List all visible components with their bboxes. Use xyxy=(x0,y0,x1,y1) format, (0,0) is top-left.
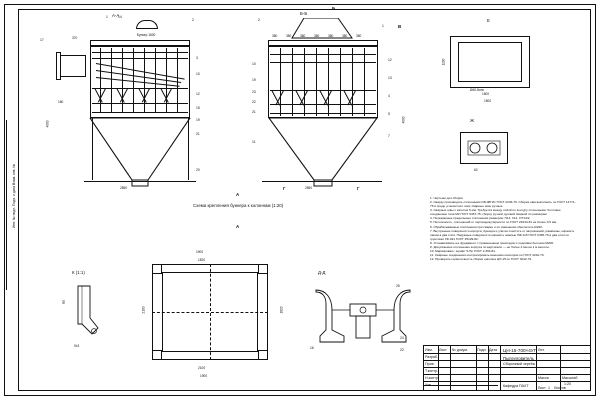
callout-s-1: 1 xyxy=(382,24,384,28)
plan-caption: Схема крепления бункера к колоннам (1:20) xyxy=(193,203,284,208)
dim-plan-top2: 1820 xyxy=(198,258,206,262)
inlet-flange xyxy=(56,52,61,80)
note-8: 8. Устанавливать на фундамент с применением прокладок и подливки бетоном М200. xyxy=(430,240,554,245)
callout-20: 21 xyxy=(196,132,200,136)
callout-18: 19 xyxy=(196,118,200,122)
dim-k-2: R5 xyxy=(62,299,67,305)
plan-corner-tl xyxy=(152,264,162,274)
dim-zh: 60 xyxy=(474,168,478,172)
dim-pitch-1: 380 xyxy=(272,34,278,38)
callout-s-7: 7 xyxy=(388,134,390,138)
tb-name-2: Сборочный чертёж xyxy=(503,362,535,366)
callout-1: 1 xyxy=(106,15,108,19)
dim-front-top-note: Бункер 1600 xyxy=(137,33,156,37)
view-section-label: Б-Б xyxy=(300,11,308,16)
tb-label-data: Дата xyxy=(489,347,497,352)
inlet-duct xyxy=(60,55,86,77)
tb-row-razrab: Разраб. xyxy=(425,354,438,359)
tb-sheet-value: 1 xyxy=(548,386,550,390)
dim-e-holes: Ø40-8отв xyxy=(470,88,484,92)
callout-s-5: 5 xyxy=(388,112,390,116)
plan-corner-tr xyxy=(258,264,268,274)
dim-plan-left: 2100 xyxy=(141,306,146,314)
callout-14: 14 xyxy=(118,15,122,19)
callout-s-21: 21 xyxy=(252,110,256,114)
detail-dd-shape xyxy=(310,284,416,350)
dim-k-1: 9±3 xyxy=(74,344,80,348)
left-margin-text: Инв. № подл. Подп. и дата Взам. инв. № xyxy=(12,164,16,228)
view-front-label: А-А xyxy=(112,13,120,18)
dim-e-height: 1100 xyxy=(441,58,446,66)
dim-plan-bottom2: 1900 xyxy=(200,374,208,378)
callout-19: 20 xyxy=(196,168,200,172)
callout-12: 15 xyxy=(196,106,200,110)
tb-stage: Лит. xyxy=(538,347,545,352)
mark-v: В xyxy=(398,24,402,29)
technical-requirements xyxy=(430,196,578,261)
view-zh-holes xyxy=(462,134,506,162)
callout-3: 3 xyxy=(196,56,198,60)
mark-a-top: А xyxy=(236,192,240,197)
dim-pitch-3: 380 xyxy=(300,34,306,38)
tb-mass-label: Масса xyxy=(538,376,549,380)
note-6: 6. Обрабатываемые отклонения при сварке и их изменении обеспечить Ra50. xyxy=(430,224,543,229)
detail-dd-label: Д-Д xyxy=(318,270,326,275)
hopper-section xyxy=(260,118,386,188)
dim-pitch-4: 380 xyxy=(314,34,320,38)
mark-g-left: Г xyxy=(283,186,286,191)
mark-g-right: Г xyxy=(357,186,360,191)
dim-pitch-6: 380 xyxy=(342,34,348,38)
callout-d-25: 25 xyxy=(396,284,400,288)
dim-front-small-1: 370 xyxy=(72,36,78,40)
note-11: 11. Сварные соединения контролировать внешним осмотром по ГОСТ 3242-79. xyxy=(430,253,545,258)
note-3: 3. Сварные швы с катетом 5 мм. Требуется между собой по контуру сплошными: болтовое соединение типа М2 ГОСТ 9467-75; сборку ручной дуговой сваркой по размерам. xyxy=(430,208,561,217)
note-9: 9. Допускаемое отклонение корпуса по вертикали — не более 2 мм на 1 м высоты. xyxy=(430,244,550,249)
callout-s-10: 10 xyxy=(252,62,256,66)
tb-designation: ЦН-15-700×4УП xyxy=(503,348,538,353)
callout-d-22: 22 xyxy=(400,348,404,352)
detail-k-label: К (1:1) xyxy=(72,270,85,275)
callout-s-12: 12 xyxy=(388,58,392,62)
view-zh-label: Ж xyxy=(470,118,475,123)
callout-d-16: 16 xyxy=(310,346,314,350)
tb-label-podp: Подп. xyxy=(477,347,487,352)
plan-corner-br xyxy=(258,350,268,360)
tb-name-1: Пылеуловитель xyxy=(503,356,534,361)
dim-front-width: 2850 xyxy=(120,186,128,190)
callout-s-23: 23 xyxy=(252,90,256,94)
tb-row-utv: Утв. xyxy=(425,382,432,387)
tb-row-tkontr: Т.контр. xyxy=(425,368,439,373)
callout-s-19: 19 xyxy=(252,78,256,82)
dim-pitch-5: 380 xyxy=(328,34,334,38)
detail-k-shape xyxy=(72,284,118,344)
callout-s-13: 13 xyxy=(388,76,392,80)
mark-b-top: Б xyxy=(332,6,336,11)
mark-a-bottom: А xyxy=(236,224,240,229)
tb-org: Кафедра ПАХТ xyxy=(503,384,529,388)
plan-corner-bl xyxy=(152,350,162,360)
dim-pitch-2: 380 xyxy=(286,34,292,38)
note-5: 5. Несоосность, отклонений от перпендикулярности по ГОСТ 24643-81 не более 0,5 мм. xyxy=(430,220,557,225)
note-4: 4. Неуказанные предельные отклонения размеров: H14, h14, ±IT14/2. xyxy=(430,216,531,221)
tb-scale-label: Масштаб xyxy=(562,376,578,380)
tb-label-izm: Изм. xyxy=(425,347,433,352)
tb-row-prov: Пров. xyxy=(425,361,435,366)
callout-s-2: 2 xyxy=(258,18,260,22)
callout-17: 17 xyxy=(40,38,44,42)
dim-plan-top: 1900 xyxy=(196,250,204,254)
callout-s-22: 22 xyxy=(252,100,256,104)
dim-e-width: 1500 xyxy=(482,92,490,96)
tb-scale-value: 1:20 xyxy=(564,382,571,386)
dim-pitch-7: 380 xyxy=(356,34,362,38)
dim-front-height: 4000 xyxy=(45,120,50,128)
tb-sheet-label: Лист xyxy=(538,386,546,390)
callout-s-4: 4 xyxy=(388,94,390,98)
dim-section-height: 4000 xyxy=(401,116,406,124)
outlet-pipe xyxy=(136,20,158,29)
note-12: 12. Проверить герметичность сборки циклона ЦН-15 по ГОСТ 3242-79. xyxy=(430,257,532,262)
callout-s-11: 11 xyxy=(252,140,256,144)
left-margin-strip xyxy=(6,120,18,290)
title-block xyxy=(423,345,591,391)
view-e-label: Е xyxy=(487,18,490,23)
note-7: 7. Внутренние поверхности корпуса, бункера и улитки очистить от загрязнений, ржавчины; окрасить лаком в два слоя. Наружные поверхности окрасить эмалью ПФ-115 ГОСТ 6465-76 в два слоя по грунтовке ГФ-021 ГОСТ 25129-82. xyxy=(430,228,575,241)
dim-plan-bottom: 2100 xyxy=(198,366,206,370)
note-10: 10. Маркировать: шрифт 5-Пр ГОСТ 2.304-81. xyxy=(430,249,496,254)
tb-sheets-label: Листов xyxy=(554,386,566,390)
note-1: 1. Чертежи для сборки. xyxy=(430,196,464,200)
tb-label-list: Лист xyxy=(439,347,447,352)
callout-8: 10 xyxy=(196,72,200,76)
callout-d-24: 24 xyxy=(400,336,404,340)
note-2: 2. Сварку производить сплошными СВ-08Г2С ГОСТ 2246-70. Сборка шва выполнять по ГОСТ 14771-76 в среде углекислого газа; сварные швы ручные. xyxy=(430,200,576,209)
dim-front-small-2: 180 xyxy=(58,100,64,104)
dim-e-width2: 1500 xyxy=(484,99,492,103)
hopper-front xyxy=(80,118,200,188)
dim-plan-right: 1820 xyxy=(279,306,284,314)
view-e-inner xyxy=(458,42,522,82)
dim-section-width: 2850 xyxy=(305,186,313,190)
callout-6: 2 xyxy=(192,18,194,22)
section-body xyxy=(268,46,378,118)
tb-row-nkontr: Н.контр. xyxy=(425,375,439,380)
tb-label-doc: № докум. xyxy=(452,347,468,352)
callout-10: 12 xyxy=(196,92,200,96)
